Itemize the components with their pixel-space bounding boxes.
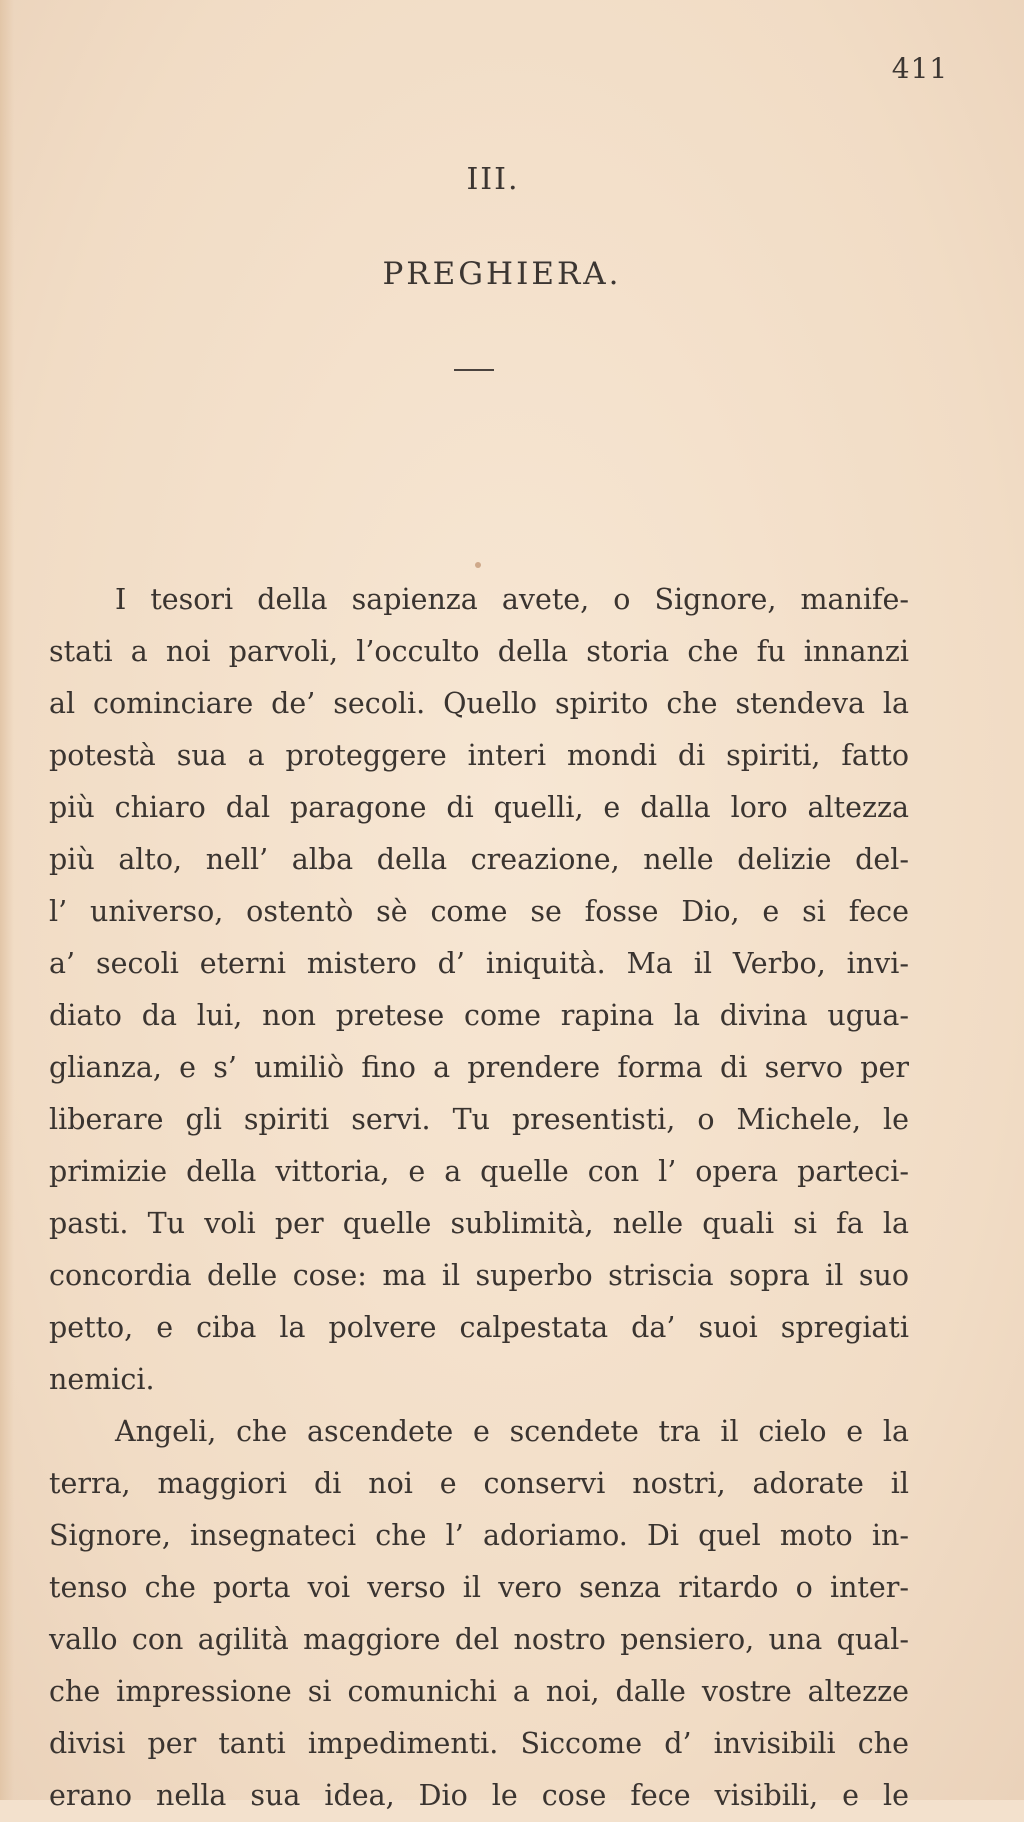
text-line: I tesori della sapienza avete, o Signore, manife- bbox=[115, 583, 909, 616]
section-number-text: III. bbox=[466, 162, 520, 197]
text-line: che impressione si comunichi a noi, dalle vostre altezze bbox=[49, 1675, 909, 1708]
text-line: concordia delle cose: ma il superbo striscia sopra il suo bbox=[49, 1259, 909, 1292]
text-line: al cominciare de’ secoli. Quello spirito che stendeva la bbox=[49, 687, 909, 720]
text-line: stati a noi parvoli, l’occulto della storia che fu innanzi bbox=[49, 635, 909, 668]
text-line: Angeli, che ascendete e scendete tra il cielo e la bbox=[115, 1415, 909, 1448]
text-line: terra, maggiori di noi e conservi nostri, adorate il bbox=[49, 1467, 909, 1500]
text-line: divisi per tanti impedimenti. Siccome d’ invisibili che bbox=[49, 1727, 909, 1760]
text-line: Signore, insegnateci che l’ adoriamo. Di quel moto in- bbox=[49, 1519, 909, 1552]
text-line: pasti. Tu voli per quelle sublimità, nelle quali si fa la bbox=[49, 1207, 909, 1240]
page-number: 411 bbox=[891, 52, 949, 85]
title-divider-rule bbox=[454, 369, 494, 371]
text-line: glianza, e s’ umiliò fino a prendere forma di servo per bbox=[49, 1051, 909, 1084]
text-line: petto, e ciba la polvere calpestata da’ suoi spregiati bbox=[49, 1311, 909, 1344]
text-line: l’ universo, ostentò sè come se fosse Dio, e si fece bbox=[49, 895, 909, 928]
body-text bbox=[49, 574, 909, 1822]
text-line: erano nella sua idea, Dio le cose fece visibili, e le bbox=[49, 1779, 909, 1812]
text-line: più chiaro dal paragone di quelli, e dalla loro altezza bbox=[49, 791, 909, 824]
ink-spot bbox=[475, 562, 481, 568]
text-line: a’ secoli eterni mistero d’ iniquità. Ma il Verbo, invi- bbox=[49, 947, 909, 980]
text-line: primizie della vittoria, e a quelle con l’ opera parteci- bbox=[49, 1155, 909, 1188]
text-line: vallo con agilità maggiore del nostro pensiero, una qual- bbox=[49, 1623, 909, 1656]
text-line: diato da lui, non pretese come rapina la divina ugua- bbox=[49, 999, 909, 1032]
text-line: nemici. bbox=[49, 1363, 155, 1396]
section-number bbox=[0, 162, 1024, 197]
text-line: più alto, nell’ alba della creazione, nelle delizie del- bbox=[49, 843, 909, 876]
section-title bbox=[0, 256, 1024, 292]
section-title-text: PREGHIERA. bbox=[382, 256, 622, 292]
text-line: liberare gli spiriti servi. Tu presentisti, o Michele, le bbox=[49, 1103, 909, 1136]
text-line: potestà sua a proteggere interi mondi di spiriti, fatto bbox=[49, 739, 909, 772]
text-line: tenso che porta voi verso il vero senza ritardo o inter- bbox=[49, 1571, 909, 1604]
